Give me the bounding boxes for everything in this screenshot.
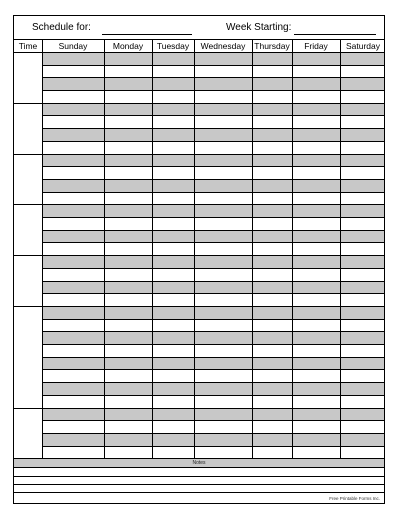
schedule-row[interactable] <box>14 193 384 206</box>
schedule-row[interactable] <box>14 117 384 130</box>
schedule-row[interactable] <box>14 396 384 409</box>
schedule-row[interactable] <box>14 282 384 295</box>
week-starting-field[interactable] <box>294 34 376 35</box>
schedule-row[interactable] <box>14 205 384 218</box>
time-block[interactable] <box>14 104 42 155</box>
schedule-row[interactable] <box>14 320 384 333</box>
schedule-row[interactable] <box>14 104 384 117</box>
schedule-sheet <box>13 15 385 504</box>
schedule-row[interactable] <box>14 66 384 79</box>
notes-line[interactable] <box>14 492 384 493</box>
schedule-row[interactable] <box>14 371 384 384</box>
schedule-row[interactable] <box>14 409 384 422</box>
schedule-for-label: Schedule for: <box>32 22 91 33</box>
schedule-row[interactable] <box>14 167 384 180</box>
day-header-row <box>14 40 384 53</box>
schedule-row[interactable] <box>14 129 384 142</box>
title-bar <box>14 16 384 40</box>
time-block[interactable] <box>14 53 42 104</box>
week-starting-label: Week Starting: <box>226 22 292 33</box>
column-divider <box>152 40 153 459</box>
time-block[interactable] <box>14 307 42 409</box>
schedule-row[interactable] <box>14 155 384 168</box>
schedule-row[interactable] <box>14 142 384 155</box>
notes-header: Notes <box>14 459 384 468</box>
schedule-row[interactable] <box>14 332 384 345</box>
schedule-row[interactable] <box>14 345 384 358</box>
column-divider <box>194 40 195 459</box>
schedule-row[interactable] <box>14 256 384 269</box>
column-divider <box>42 40 43 459</box>
schedule-row[interactable] <box>14 358 384 371</box>
column-header-tuesday: Tuesday <box>156 41 190 51</box>
column-divider <box>252 40 253 459</box>
schedule-row[interactable] <box>14 383 384 396</box>
schedule-for-field[interactable] <box>102 34 192 35</box>
schedule-row[interactable] <box>14 91 384 104</box>
column-header-friday: Friday <box>304 41 328 51</box>
schedule-row[interactable] <box>14 307 384 320</box>
schedule-row[interactable] <box>14 421 384 434</box>
schedule-row[interactable] <box>14 218 384 231</box>
time-block[interactable] <box>14 409 42 460</box>
schedule-row[interactable] <box>14 269 384 282</box>
column-divider <box>340 40 341 459</box>
column-header-sunday: Sunday <box>58 41 88 51</box>
schedule-row[interactable] <box>14 180 384 193</box>
time-block[interactable] <box>14 256 42 307</box>
footer-credit: Free Printable Forms Inc. <box>329 496 380 501</box>
column-header-time: Time <box>18 41 38 51</box>
column-header-monday: Monday <box>112 41 144 51</box>
schedule-row[interactable] <box>14 244 384 257</box>
notes-line[interactable] <box>14 476 384 477</box>
schedule-row[interactable] <box>14 231 384 244</box>
schedule-row[interactable] <box>14 53 384 66</box>
time-block[interactable] <box>14 155 42 206</box>
notes-line[interactable] <box>14 484 384 485</box>
schedule-row[interactable] <box>14 294 384 307</box>
column-header-saturday: Saturday <box>345 41 381 51</box>
schedule-row[interactable] <box>14 447 384 460</box>
column-divider <box>292 40 293 459</box>
column-divider <box>104 40 105 459</box>
schedule-row[interactable] <box>14 434 384 447</box>
schedule-row[interactable] <box>14 78 384 91</box>
column-header-wednesday: Wednesday <box>200 41 246 51</box>
column-header-thursday: Thursday <box>254 41 290 51</box>
time-block[interactable] <box>14 205 42 256</box>
